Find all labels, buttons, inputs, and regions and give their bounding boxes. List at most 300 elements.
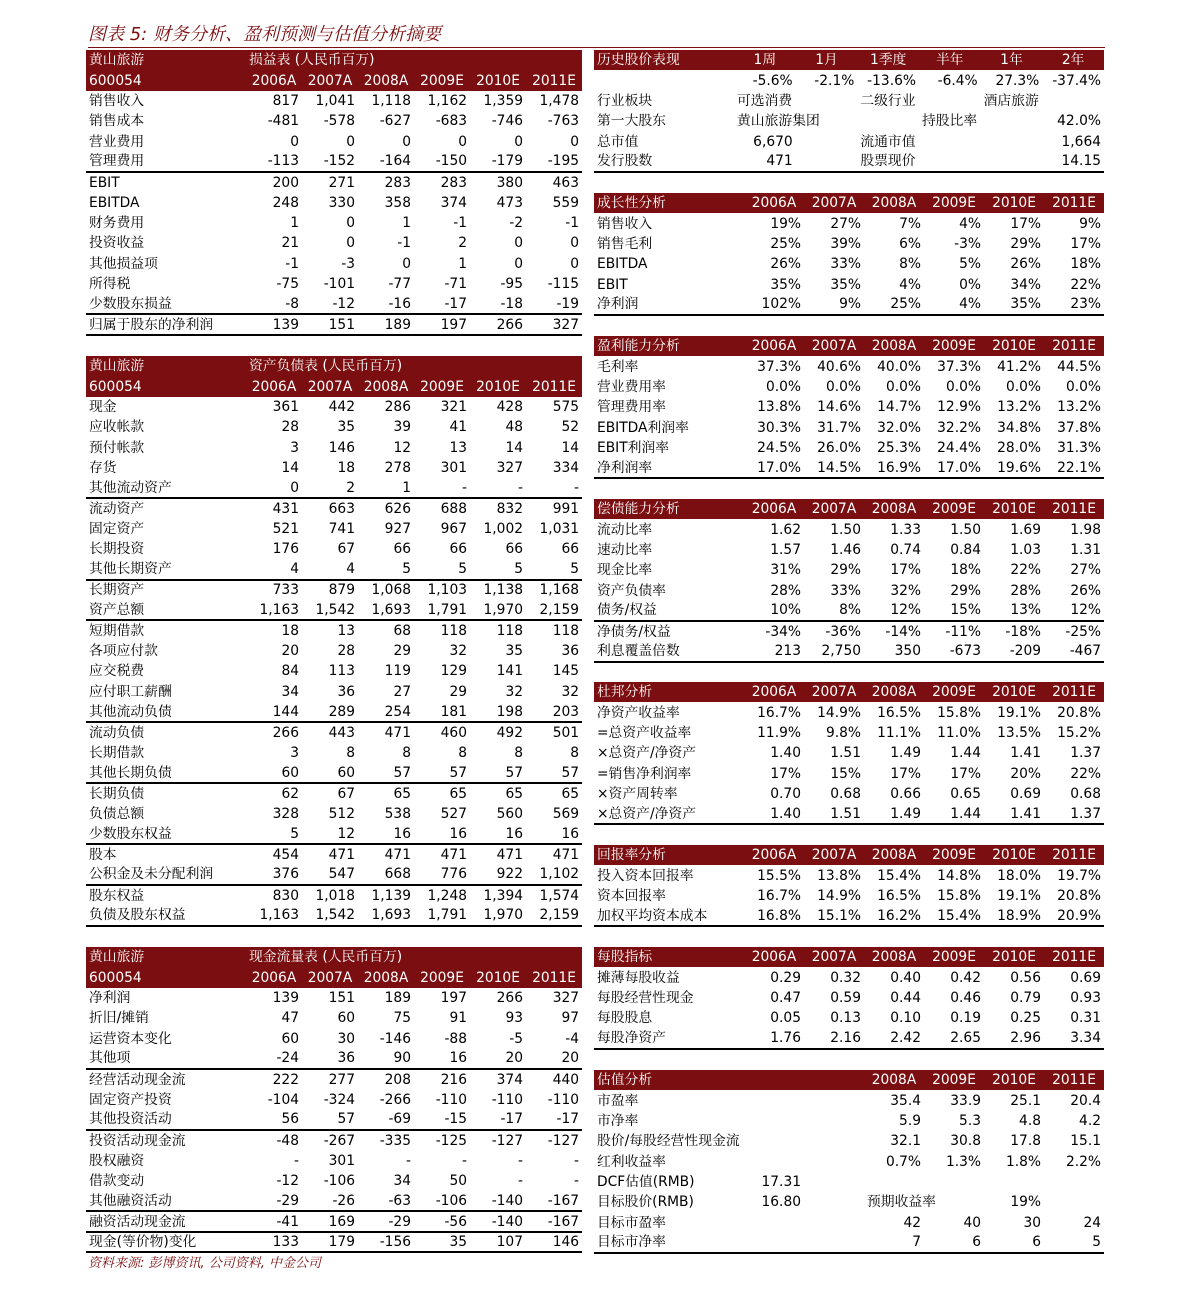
info-label: 持股比率 — [921, 113, 978, 130]
table-row — [86, 824, 582, 844]
target-pe-value: 40 — [963, 1214, 981, 1231]
cell-value: 139 — [272, 989, 299, 1006]
cell-value: -36% — [804, 621, 864, 641]
dcf-label: DCF估值(RMB) — [597, 1173, 695, 1190]
cell-value: 139 — [246, 314, 302, 334]
sector-value: 可选消费 — [737, 92, 793, 109]
cell-value: 8% — [839, 602, 861, 619]
cell-value: 266 — [470, 314, 526, 334]
cell-value: 492 — [470, 722, 526, 742]
table-row — [594, 1090, 1104, 1110]
table-row — [86, 804, 582, 824]
cell-value: 301 — [328, 1152, 355, 1169]
cell-value: 0 — [346, 133, 355, 150]
cell-value: 327 — [552, 989, 580, 1006]
row-label: 运营资本变化 — [89, 1030, 172, 1047]
table-header-row — [594, 845, 1104, 865]
cell-value: 0 — [402, 133, 411, 150]
cell-value: 13.2% — [1057, 399, 1101, 416]
table-row — [86, 192, 582, 212]
cell-value: 56 — [281, 1111, 299, 1128]
cell-value: 0.46 — [950, 989, 981, 1006]
cell-value: 0.66 — [890, 785, 921, 802]
cell-value: 4.8 — [1019, 1112, 1041, 1129]
row-label: 利息覆盖倍数 — [594, 641, 744, 661]
year-header: 2010E — [984, 1070, 1044, 1090]
cell-value: 460 — [414, 722, 470, 742]
table-row — [594, 417, 1104, 437]
table-title: 回报率分析 — [594, 845, 744, 865]
cell-value: -140 — [470, 1211, 526, 1231]
cell-value: 36 — [337, 683, 355, 700]
cell-value: 15.1 — [1070, 1133, 1101, 1150]
row-label: 流动比率 — [597, 521, 653, 538]
cell-value: 1 — [290, 214, 299, 231]
sub-sector-value: 酒店旅游 — [983, 92, 1039, 109]
cell-value: 0.65 — [950, 785, 981, 802]
row-label: 净利润 — [594, 295, 744, 315]
cell-value: -41 — [246, 1211, 302, 1231]
cell-value: 380 — [470, 172, 526, 192]
cell-value: 1.8% — [1005, 1153, 1041, 1170]
cell-value: -25% — [1044, 621, 1104, 641]
cell-value: 9% — [804, 295, 864, 315]
cell-value: 15.8% — [937, 704, 981, 721]
cell-value: 27% — [830, 215, 861, 232]
cell-value: 879 — [302, 580, 358, 600]
cell-value: 1.33 — [890, 521, 921, 538]
table-header-row — [86, 356, 582, 376]
year-header: 2008A — [864, 845, 924, 865]
cell-value: 0 — [346, 214, 355, 231]
row-label: 销售收入 — [597, 215, 653, 232]
row-label: 借款变动 — [89, 1172, 145, 1189]
cell-value: 28 — [337, 642, 355, 659]
cell-value: -140 — [491, 1192, 523, 1209]
year-header: 2009E — [924, 193, 984, 213]
table-row — [594, 356, 1104, 376]
cell-value: 3 — [290, 439, 299, 456]
cell-value: 17.0% — [924, 458, 984, 478]
cell-value: - — [518, 479, 523, 496]
cell-value: 538 — [384, 805, 411, 822]
row-label: 经营活动现金流 — [86, 1069, 246, 1089]
cell-value: -104 — [267, 1091, 299, 1108]
cell-value: 40.0% — [877, 358, 921, 375]
table-row — [86, 172, 582, 192]
cell-value: 0 — [346, 235, 355, 252]
expected-return-value: 19% — [1010, 1194, 1041, 1211]
table-row — [594, 397, 1104, 417]
cell-value: 11.1% — [877, 724, 921, 741]
cell-value: 35 — [505, 642, 523, 659]
cell-value: 473 — [496, 194, 523, 211]
cell-value: 12.9% — [937, 399, 981, 416]
cell-value: 19.1% — [997, 887, 1041, 904]
cell-value: 60 — [281, 764, 299, 781]
table-header-row — [594, 947, 1104, 967]
row-label: 归属于股东的净利润 — [86, 314, 246, 334]
cell-value: 57 — [505, 764, 523, 781]
target-pe-row — [594, 1212, 1104, 1232]
cell-value: 20.8% — [1057, 887, 1101, 904]
cell-value: 0.0% — [885, 378, 921, 395]
table-row — [86, 233, 582, 253]
table-row — [86, 783, 582, 803]
table-row — [594, 865, 1104, 885]
cell-value: 19% — [770, 215, 801, 232]
year-header: 2007A — [302, 967, 358, 987]
cell-value: 118 — [414, 620, 470, 640]
row-label: EBIT利润率 — [597, 439, 670, 456]
source-note: 资料来源: 彭博资讯, 公司资料, 中金公司 — [88, 1256, 322, 1271]
table-row — [594, 723, 1104, 743]
cell-value: 428 — [496, 398, 523, 415]
row-label: 其他流动资产 — [89, 479, 172, 496]
cell-value: 443 — [302, 722, 358, 742]
cell-value: 1,138 — [470, 580, 526, 600]
table-row — [86, 397, 582, 417]
cell-value: 22% — [1010, 562, 1041, 579]
cell-value: 5 — [402, 561, 411, 578]
cell-value: 471 — [414, 844, 470, 864]
cell-value: 18.0% — [997, 867, 1041, 884]
cell-value: 169 — [302, 1211, 358, 1231]
cell-value: 66 — [449, 541, 467, 558]
cell-value: 6% — [899, 235, 921, 252]
info-label: 总市值 — [597, 133, 639, 150]
row-label: 股本 — [86, 844, 246, 864]
cell-value: -101 — [323, 275, 355, 292]
cell-value: 4 — [346, 561, 355, 578]
cell-value: -125 — [414, 1130, 470, 1150]
cell-value: 1,248 — [414, 885, 470, 905]
cell-value: 203 — [552, 703, 580, 720]
cell-value: 1.37 — [1070, 745, 1101, 762]
cell-value: 16.7% — [757, 887, 801, 904]
cell-value: 35.4 — [890, 1092, 921, 1109]
cell-value: 52 — [561, 419, 580, 436]
table-row — [86, 682, 582, 702]
table-row — [594, 254, 1104, 274]
row-label: 红利收益率 — [597, 1153, 666, 1170]
cell-value: - — [574, 479, 580, 496]
table-row — [594, 1111, 1104, 1131]
cell-value: 32.2% — [937, 419, 981, 436]
row-label: 固定资产投资 — [89, 1091, 172, 1108]
year-header: 2008A — [864, 193, 924, 213]
row-label: 投入资本回报率 — [597, 867, 694, 884]
row-label: 股东权益 — [86, 885, 246, 905]
year-header: 2011E — [526, 376, 582, 396]
row-label: ×资产周转率 — [597, 785, 678, 802]
cell-value: 0.0% — [1005, 378, 1041, 395]
table-header-row — [594, 193, 1104, 213]
cell-value: 84 — [281, 663, 299, 680]
cell-value: -56 — [414, 1211, 470, 1231]
cell-value: 189 — [358, 314, 414, 334]
cell-value: 5 — [570, 561, 580, 578]
cell-value: 0.25 — [1010, 1010, 1041, 1027]
cell-value: -179 — [491, 153, 523, 170]
cell-value: 62 — [246, 783, 302, 803]
row-label: 其他损益项 — [89, 255, 158, 272]
table-row — [86, 844, 582, 864]
cell-value: 283 — [414, 172, 470, 192]
info-value: 1,664 — [1061, 133, 1101, 150]
cell-value: 559 — [552, 194, 579, 211]
cell-value: 0.69 — [1010, 785, 1041, 802]
cash-flow-table — [86, 947, 582, 1253]
cell-value: 48 — [505, 419, 523, 436]
cell-value: 442 — [328, 398, 355, 415]
cell-value: 1.57 — [770, 541, 801, 558]
cell-value: 41.2% — [997, 358, 1041, 375]
cell-value: 626 — [358, 498, 414, 518]
cell-value: 13 — [449, 439, 467, 456]
cell-value: 2 — [346, 479, 355, 496]
cell-value: 575 — [552, 398, 580, 415]
table-row — [86, 1191, 582, 1211]
year-header: 2006A — [744, 947, 804, 967]
cell-value: -113 — [267, 153, 299, 170]
table-title: 损益表 (人民币百万) — [246, 50, 582, 70]
cell-value: 33.9 — [950, 1092, 981, 1109]
row-label: 负债总额 — [89, 805, 145, 822]
cell-value: 146 — [328, 439, 355, 456]
blank — [1044, 1172, 1104, 1192]
table-row — [86, 437, 582, 457]
row-label: 公积金及未分配利润 — [89, 866, 214, 883]
cell-value: 19.7% — [1057, 867, 1101, 884]
cell-value: 9% — [1079, 215, 1101, 232]
table-row — [594, 743, 1104, 763]
cell-value: 35% — [830, 276, 861, 293]
cell-value: -75 — [276, 275, 299, 292]
year-header: 2008A — [864, 336, 924, 356]
cell-value: 15.5% — [757, 867, 801, 884]
table-row — [86, 111, 582, 131]
cell-value: 17% — [890, 562, 921, 579]
cell-value: -150 — [435, 153, 467, 170]
table-row — [594, 580, 1104, 600]
cell-value: 0.7% — [885, 1153, 921, 1170]
cell-value: 832 — [470, 498, 526, 518]
cell-value: 16.8% — [744, 906, 804, 926]
cell-value: 1,542 — [302, 905, 358, 925]
table-title: 偿债能力分析 — [594, 499, 744, 519]
info-value: 6,670 — [753, 133, 793, 150]
cell-value: 278 — [384, 459, 411, 476]
table-row — [594, 1151, 1104, 1171]
row-label: 销售成本 — [89, 113, 145, 130]
table-row — [594, 458, 1104, 478]
cell-value: 13.2% — [997, 399, 1041, 416]
table-header-row — [594, 336, 1104, 356]
cell-value: 5 — [514, 561, 523, 578]
target-pe-label: 目标市盈率 — [597, 1214, 666, 1231]
table-row — [86, 580, 582, 600]
year-header: 2009E — [924, 845, 984, 865]
table-row — [86, 213, 582, 233]
year-header: 2010E — [984, 682, 1044, 702]
blank — [857, 111, 919, 131]
row-label: 少数股东权益 — [89, 825, 172, 842]
cell-value: 29 — [393, 642, 411, 659]
cell-value: 17% — [890, 765, 921, 782]
cell-value: 32% — [890, 582, 921, 599]
cell-value: 374 — [470, 1069, 526, 1089]
cell-value: 301 — [440, 459, 467, 476]
cell-value: 14.7% — [877, 399, 921, 416]
cell-value: 1.41 — [1010, 745, 1041, 762]
table-row — [594, 234, 1104, 254]
table-title: 历史股价表现 — [594, 50, 734, 70]
cell-value: 1,970 — [470, 905, 526, 925]
row-label: ×总资产/净资产 — [594, 804, 744, 824]
cell-value: 2.16 — [804, 1028, 864, 1048]
row-label: 其他长期资产 — [89, 561, 172, 578]
year-header: 2007A — [804, 682, 864, 702]
cell-value: 1.40 — [744, 804, 804, 824]
row-label: 融资活动现金流 — [86, 1211, 246, 1231]
cell-value: 1.46 — [830, 541, 861, 558]
row-label: 资产负债率 — [597, 582, 666, 599]
cell-value: 1 — [458, 255, 467, 272]
cell-value: -26 — [332, 1192, 355, 1209]
cell-value: 0 — [458, 133, 467, 150]
cell-value: 1,394 — [470, 885, 526, 905]
cell-value: 254 — [384, 703, 411, 720]
cell-value: 32 — [561, 683, 580, 700]
table-row — [86, 1089, 582, 1109]
target-pb-label: 目标市净率 — [594, 1233, 864, 1253]
cell-value: 2.42 — [864, 1028, 924, 1048]
cell-value: 20.8% — [1057, 704, 1101, 721]
year-header: 2011E — [1044, 947, 1104, 967]
row-label: 现金 — [89, 398, 117, 415]
cell-value: 5.9 — [899, 1112, 921, 1129]
cell-value: -29 — [276, 1192, 299, 1209]
cell-value: -8 — [285, 295, 299, 312]
cell-value: 0 — [514, 255, 523, 272]
cell-value: 20% — [1010, 765, 1041, 782]
cell-value: 1,041 — [315, 92, 355, 109]
cell-value: 5 — [290, 825, 299, 842]
year-header: 2008A — [864, 947, 924, 967]
cell-value: 0.0% — [1065, 378, 1101, 395]
cell-value: -11% — [924, 621, 984, 641]
row-label: EBITDA — [89, 194, 140, 211]
cell-value: 213 — [744, 641, 804, 661]
profitability-table — [594, 336, 1104, 479]
cell-value: 93 — [505, 1010, 523, 1027]
cell-value: -167 — [526, 1211, 582, 1231]
blank — [981, 152, 1043, 172]
cell-value: 327 — [496, 459, 523, 476]
target-pe-value: 30 — [1023, 1214, 1041, 1231]
cell-value: 14.8% — [937, 867, 981, 884]
year-header: 2009E — [924, 947, 984, 967]
cell-value: 25.3% — [877, 439, 921, 456]
cell-value: 431 — [246, 498, 302, 518]
solvency-table — [594, 499, 1104, 663]
table-row — [594, 1131, 1104, 1151]
row-label: 其他项 — [89, 1050, 131, 1067]
cell-value: 67 — [337, 541, 355, 558]
cell-value: -63 — [388, 1192, 411, 1209]
cell-value: 0.0% — [765, 378, 801, 395]
cell-value: 197 — [414, 314, 470, 334]
cell-value: -12 — [332, 295, 355, 312]
year-header: 2010E — [984, 947, 1044, 967]
cell-value: 11.9% — [757, 724, 801, 741]
cell-value: 1,068 — [358, 580, 414, 600]
table-row — [86, 152, 582, 172]
cell-value: 0.10 — [890, 1010, 921, 1027]
cell-value: 25% — [864, 295, 924, 315]
cell-value: 8 — [514, 744, 523, 761]
cell-value: 15% — [950, 602, 981, 619]
row-label: 管理费用 — [89, 153, 145, 170]
cell-value: 28 — [281, 419, 299, 436]
cell-value: 361 — [272, 398, 299, 415]
year-header: 2009E — [924, 682, 984, 702]
cell-value: 1,168 — [526, 580, 582, 600]
table-row — [86, 722, 582, 742]
cell-value: 0 — [290, 133, 299, 150]
cell-value: 376 — [272, 866, 299, 883]
row-label: 其他流动负债 — [89, 703, 172, 720]
cell-value: 11.0% — [937, 724, 981, 741]
year-header: 2006A — [246, 70, 302, 90]
blank — [796, 152, 858, 172]
cell-value: 1,693 — [371, 601, 411, 618]
returns-row — [594, 70, 1104, 90]
year-header: 2010E — [984, 336, 1044, 356]
cell-value: 927 — [384, 520, 411, 537]
year-header: 2010E — [984, 193, 1044, 213]
header-blank — [744, 1070, 804, 1090]
cell-value: 24.4% — [937, 439, 981, 456]
cell-value: 327 — [526, 314, 582, 334]
cell-value: 1 — [402, 479, 411, 496]
cell-value: -106 — [435, 1192, 467, 1209]
cell-value: 13.8% — [757, 399, 801, 416]
row-label: ×总资产/净资产 — [597, 745, 696, 762]
row-label: 速动比率 — [597, 541, 653, 558]
cell-value: 0 — [290, 479, 299, 496]
year-header: 2006A — [246, 967, 302, 987]
target-pb-value: 6 — [924, 1233, 984, 1253]
table-row — [594, 641, 1104, 661]
cell-value: 0.93 — [1070, 989, 1101, 1006]
cell-value: 547 — [328, 866, 355, 883]
cell-value: 1.03 — [1010, 541, 1041, 558]
cell-value: 663 — [302, 498, 358, 518]
row-label: 应交税费 — [89, 663, 145, 680]
cell-value: - — [406, 1152, 411, 1169]
cell-value: 133 — [246, 1232, 302, 1252]
cell-value: 12% — [1070, 602, 1101, 619]
cell-value: 17.8 — [1010, 1133, 1041, 1150]
cell-value: 1,970 — [483, 601, 523, 618]
cell-value: 1,542 — [315, 601, 355, 618]
row-label: 少数股东损益 — [89, 295, 172, 312]
cell-value: 31.7% — [817, 419, 861, 436]
year-header-row — [86, 70, 582, 90]
cell-value: 18 — [337, 459, 355, 476]
